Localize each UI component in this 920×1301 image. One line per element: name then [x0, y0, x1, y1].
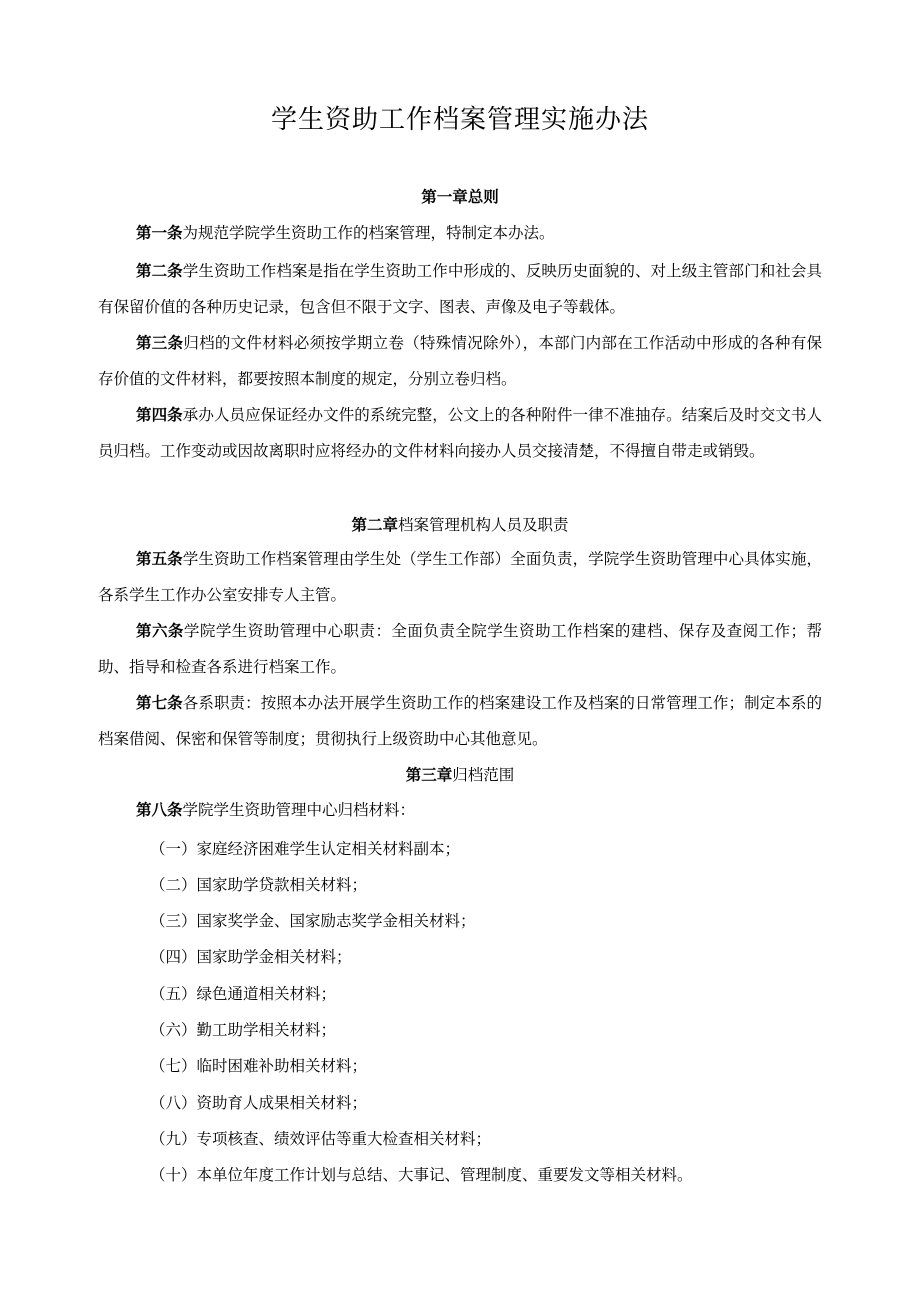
article-number: 第一条	[136, 223, 183, 242]
list-item: （十）本单位年度工作计划与总结、大事记、管理制度、重要发文等相关材料。	[150, 1166, 693, 1184]
chapter-number: 第一章	[421, 187, 468, 206]
article-3	[98, 325, 822, 397]
chapter-heading-2	[98, 513, 822, 537]
article-text: 学生资助工作档案是指在学生资助工作中形成的、反映历史面貌的、对上级主管部门和社会具有保留价值的各种历史记录，包含但不限于文字、图表、声像及电子等载体。	[98, 262, 822, 316]
list-item: （三）国家奖学金、国家励志奖学金相关材料；	[150, 912, 476, 930]
list-item: （二）国家助学贷款相关材料；	[150, 876, 368, 894]
article-number: 第三条	[136, 333, 184, 352]
list-item: （四）国家助学金相关材料；	[150, 948, 352, 966]
article-text: 为规范学院学生资助工作的档案管理，特制定本办法。	[182, 224, 555, 242]
article-8	[98, 792, 822, 828]
article-1	[98, 215, 822, 251]
chapter-heading-3	[98, 763, 822, 787]
document-title: 学生资助工作档案管理实施办法	[270, 105, 649, 135]
article-text: 归档的文件材料必须按学期立卷（特殊情况除外），本部门内部在工作活动中形成的各种有保存价值的文件材料，都要按照本制度的规定，分别立卷归档。	[98, 334, 822, 388]
article-number: 第八条	[136, 800, 183, 819]
article-4	[98, 397, 822, 469]
chapter-heading-1	[98, 185, 822, 209]
chapter-name: 档案管理机构人员及职责	[398, 516, 569, 534]
article-text: 承办人员应保证经办文件的系统完整，公文上的各种附件一律不准抽存。结案后及时交文书人员归档。工作变动或因故离职时应将经办的文件材料向接办人员交接清楚，不得擅自带走或销毁。	[98, 406, 822, 460]
list-item: （九）专项核查、绩效评估等重大检查相关材料；	[150, 1130, 492, 1148]
article-text: 各系职责：按照本办法开展学生资助工作的档案建设工作及档案的日常管理工作；制定本系的档案借阅、保密和保管等制度；贯彻执行上级资助中心其他意见。	[98, 694, 822, 748]
article-6	[98, 613, 822, 685]
list-item: （六）勤工助学相关材料；	[150, 1021, 337, 1039]
article-number: 第七条	[136, 693, 183, 712]
list-item: （五）绿色通道相关材料；	[150, 985, 337, 1003]
article-7	[98, 685, 822, 757]
list-item: （一）家庭经济困难学生认定相关材料副本；	[150, 840, 461, 858]
chapter-number: 第二章	[351, 515, 398, 534]
article-number: 第二条	[136, 261, 183, 280]
article-text: 学生资助工作档案管理由学生处（学生工作部）全面负责，学院学生资助管理中心具体实施，各系学生工作办公室安排专人主管。	[98, 550, 822, 604]
article-number: 第四条	[136, 405, 183, 424]
article-text: 学院学生资助管理中心归档材料：	[182, 801, 416, 819]
article-5	[98, 541, 822, 613]
chapter-number: 第三章	[405, 765, 453, 784]
article-2	[98, 253, 822, 325]
list-item: （八）资助育人成果相关材料；	[150, 1094, 368, 1112]
article-number: 第六条	[136, 621, 184, 640]
chapter-name: 总则	[467, 187, 499, 206]
article-number: 第五条	[136, 549, 183, 568]
chapter-name: 归档范围	[452, 766, 515, 784]
article-text: 学院学生资助管理中心职责：全面负责全院学生资助工作档案的建档、保存及查阅工作；帮助、指导和检查各系进行档案工作。	[98, 622, 822, 676]
list-item: （七）临时困难补助相关材料；	[150, 1057, 368, 1075]
